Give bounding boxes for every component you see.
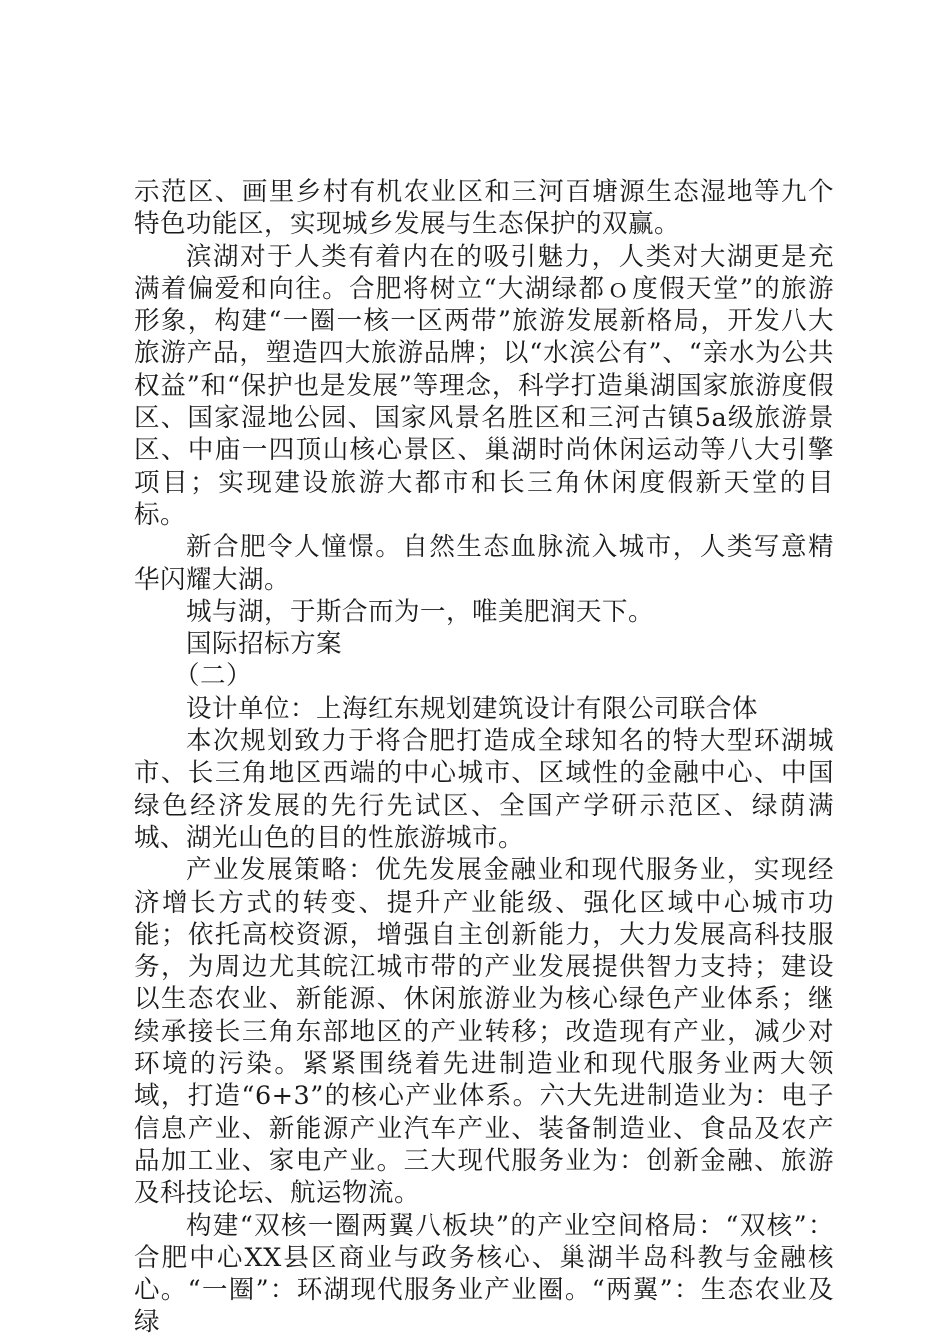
- paragraph-3: 新合肥令人憧憬。自然生态血脉流入城市，人类写意精华闪耀大湖。: [134, 532, 834, 595]
- paragraph-9: 产业发展策略：优先发展金融业和现代服务业，实现经济增长方式的转变、提升产业能级、强化区域中心城市功能；依托高校资源，增强自主创新能力，大力发展高科技服务，为周边尤其皖江城市带的产业发展提供智力支持；建设以生态农业、新能源、休闲旅游业为核心绿色产业体系；继续承接长三角东部地区的产业转移；改造现有产业，减少对环境的污染。紧紧围绕着先进制造业和现代服务业两大领域，打造“6+3”的核心产业体系。六大先进制造业为：电子信息产业、新能源产业汽车产业、装备制造业、食品及农产品加工业、家电产业。三大现代服务业为：创新金融、旅游及科技论坛、航运物流。: [134, 855, 834, 1209]
- design-unit: 设计单位：上海红东规划建筑设计有限公司联合体: [186, 693, 759, 724]
- paragraph-4: 城与湖，于斯合而为一，唯美肥润天下。: [186, 596, 655, 627]
- section-number: （二）: [174, 661, 253, 692]
- paragraph-8: 本次规划致力于将合肥打造成全球知名的特大型环湖城市、长三角地区西端的中心城市、区域性的金融中心、中国绿色经济发展的先行先试区、全国产学研示范区、绿荫满城、湖光山色的目的性旅游城市。: [134, 726, 834, 853]
- paragraph-1: 示范区、画里乡村有机农业区和三河百塘源生态湿地等九个特色功能区，实现城乡发展与生态保护的双赢。: [134, 177, 834, 240]
- section-heading: 国际招标方案: [186, 629, 343, 660]
- paragraph-10: 构建“双核一圈两翼八板块”的产业空间格局：“双核”：合肥中心XX县区商业与政务核心、巢湖半岛科教与金融核心。“一圈”：环湖现代服务业产业圈。“两翼”：生态农业及绿: [134, 1210, 834, 1338]
- document-body: [134, 176, 834, 1339]
- paragraph-2: 滨湖对于人类有着内在的吸引魅力，人类对大湖更是充满着偏爱和向往。合肥将树立“大湖绿都ｏ度假天堂”的旅游形象，构建“一圈一核一区两带”旅游发展新格局，开发八大旅游产品，塑造四大旅游品牌；以“水滨公有”、“亲水为公共权益”和“保护也是发展”等理念，科学打造巢湖国家旅游度假区、国家湿地公园、国家风景名胜区和三河古镇5a级旅游景区、中庙一四顶山核心景区、巢湖时尚休闲运动等八大引擎项目；实现建设旅游大都市和长三角休闲度假新天堂的目标。: [134, 241, 834, 530]
